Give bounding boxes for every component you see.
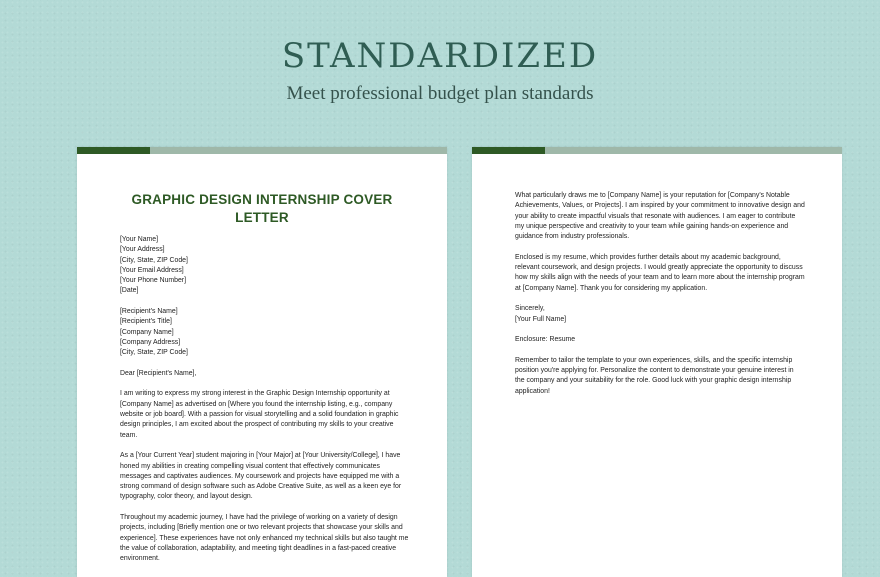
body-paragraph: Enclosed is my resume, which provides further details about my academic background, relevant coursework, and design projects. I would greatly appreciate the opportunity to discuss how my skills align with the needs of your team and to learn more about the internship program at [Company Name]. Thank you for considering my application. xyxy=(515,253,805,292)
body-paragraph: I am writing to express my strong interest in the Graphic Design Internship opportunity at [Company Name] as advertised on [Where you found the internship listing, e.g., company website or job board]. With a passion for visual storytelling and a solid foundation in graphic design principles, I am excited about the prospect of contributing my skills to your creative team. xyxy=(120,390,399,439)
sender-line: [Your Address] xyxy=(120,246,165,254)
sender-line: [Date] xyxy=(120,287,139,295)
recipient-line: [Recipient's Name] xyxy=(120,308,178,316)
closing: Sincerely, xyxy=(515,305,545,313)
page-accent-bar-dark xyxy=(77,147,150,154)
recipient-block xyxy=(120,307,410,358)
salutation: Dear [Recipient's Name], xyxy=(120,369,197,377)
page-accent-bar xyxy=(472,147,842,154)
headline: STANDARDIZED xyxy=(281,36,599,76)
enclosure: Enclosure: Resume xyxy=(515,336,576,344)
body-paragraph: What particularly draws me to [Company Name] is your reputation for [Company's Notable Achievements, Values, or Projects]. I am inspired by your commitment to innovative design and your ability to create impactful visuals that resonate with audiences. I am eager to contribute my unique perspective and creativity to your team while gaining hands-on experience and guidance from industry professionals. xyxy=(515,192,805,241)
body-paragraph: As a [Your Current Year] student majoring in [Your Major] at [Your University/College], I have honed my abilities in creating compelling visual content that effectively communicates messages and captivates audiences. My coursework and projects have equipped me with a strong command of design software such as Adobe Creative Suite, as well as a keen eye for typography, color theory, and layout design. xyxy=(120,452,402,501)
sender-line: [Your Phone Number] xyxy=(120,277,187,285)
sender-line: [Your Email Address] xyxy=(120,266,184,274)
letter-body-page-2 xyxy=(515,191,805,407)
recipient-line: [City, State, ZIP Code] xyxy=(120,349,188,357)
page-accent-bar-dark xyxy=(472,147,545,154)
sender-block xyxy=(120,235,410,297)
closing-block xyxy=(515,304,805,325)
letter-body-page-1 xyxy=(120,235,410,575)
template-note: Remember to tailor the template to your own experiences, skills, and the specific internship position you're applying for. Personalize the content to demonstrate your genuine interest in the company and your suitability for the role. Good luck with your graphic design internship application! xyxy=(515,356,794,395)
signature: [Your Full Name] xyxy=(515,315,567,323)
sender-line: [Your Name] xyxy=(120,236,159,243)
recipient-line: [Company Name] xyxy=(120,328,174,336)
recipient-line: [Recipient's Title] xyxy=(120,318,172,326)
letter-page-1 xyxy=(77,147,447,577)
document-title: GRAPHIC DESIGN INTERNSHIP COVER LETTER xyxy=(131,192,393,225)
letter-page-2 xyxy=(472,147,842,577)
body-paragraph: Throughout my academic journey, I have had the privilege of working on a variety of design projects, including [Briefly mention one or two relevant projects that showcase your skills and experience]. These experiences have not only enhanced my technical skills but also taught me the value of collaboration, adaptability, and meeting tight deadlines in a fast-paced creative environment. xyxy=(120,514,409,563)
sender-line: [City, State, ZIP Code] xyxy=(120,256,188,264)
recipient-line: [Company Address] xyxy=(120,338,181,346)
page-accent-bar xyxy=(77,147,447,154)
subheadline: Meet professional budget plan standards xyxy=(286,83,594,104)
